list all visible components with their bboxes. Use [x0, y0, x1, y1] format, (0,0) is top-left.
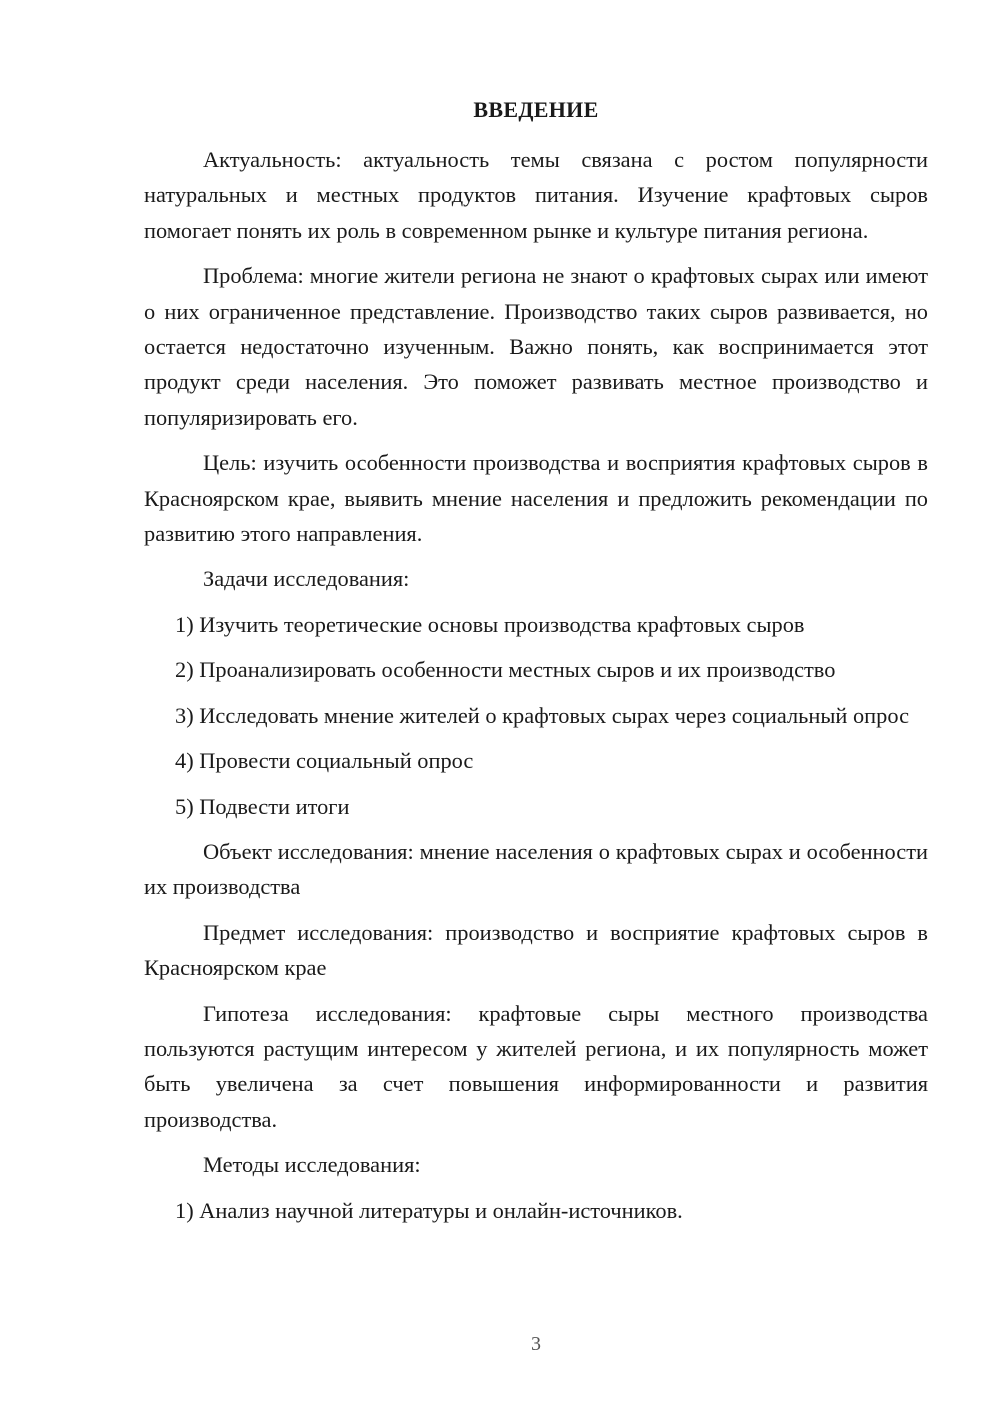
- object-paragraph: Объект исследования: мнение населения о крафтовых сырах и особенности их производства: [144, 838, 928, 900]
- task-item: 5) Подвести итоги: [175, 793, 350, 819]
- page-title: ВВЕДЕНИЕ: [473, 97, 599, 122]
- task-item: 3) Исследовать мнение жителей о крафтовых сырах через социальный опрос: [175, 702, 910, 728]
- document-page: [144, 92, 928, 1228]
- subject-paragraph: Предмет исследования: производство и восприятие крафтовых сыров в Красноярском крае: [144, 919, 928, 981]
- goal-paragraph: Цель: изучить особенности производства и восприятия крафтовых сыров в Красноярском крае, выявить мнение населения и предложить рекомендации по развитию этого направления.: [144, 450, 928, 547]
- problem-paragraph: Проблема: многие жители региона не знают о крафтовых сырах или имеют о них ограниченное представление. Производство таких сыров развивается, но остается недостаточно изученным. Важно понять, как воспринимается этот продукт среди населения. Это поможет развивать местное производство и популяризировать его.: [144, 263, 928, 430]
- hypothesis-paragraph: Гипотеза исследования: крафтовые сыры местного производства пользуются растущим интересом у жителей региона, и их популярность может быть увеличена за счет повышения информированности и развития производства.: [144, 1000, 928, 1132]
- relevance-paragraph: Актуальность: актуальность темы связана с ростом популярности натуральных и местных продуктов питания. Изучение крафтовых сыров помогает понять их роль в современном рынке и культуре питания региона.: [144, 147, 928, 243]
- tasks-heading: Задачи исследования:: [203, 566, 410, 592]
- task-item: 2) Проанализировать особенности местных сыров и их производство: [175, 657, 836, 683]
- task-item: 4) Провести социальный опрос: [175, 748, 474, 774]
- task-item: 1) Изучить теоретические основы производства крафтовых сыров: [175, 611, 805, 637]
- methods-heading: Методы исследования:: [203, 1152, 421, 1178]
- page-number: 3: [531, 1333, 541, 1355]
- method-item: 1) Анализ научной литературы и онлайн-источников.: [175, 1197, 683, 1223]
